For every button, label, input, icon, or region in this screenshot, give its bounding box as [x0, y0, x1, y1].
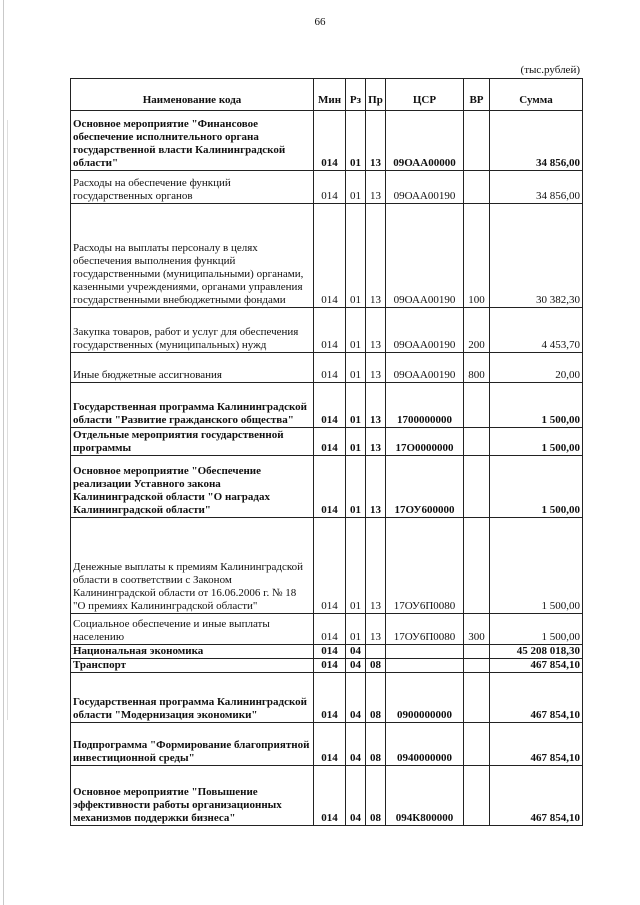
row-name: Государственная программа Калининградской области "Развитие гражданского общества"	[71, 383, 314, 428]
row-vr	[464, 518, 490, 614]
row-min: 014	[314, 456, 346, 518]
units-label: (тыс.рублей)	[520, 64, 580, 76]
row-sum: 467 854,10	[490, 766, 583, 826]
row-sum: 20,00	[490, 353, 583, 383]
row-name: Национальная экономика	[71, 645, 314, 659]
header-sum: Сумма	[490, 79, 583, 111]
row-sum: 30 382,30	[490, 204, 583, 308]
scan-edge-line	[3, 0, 4, 905]
row-sum: 1 500,00	[490, 614, 583, 645]
row-name: Отдельные мероприятия государственной программы	[71, 428, 314, 456]
row-sum: 1 500,00	[490, 383, 583, 428]
row-rz: 04	[346, 659, 366, 673]
row-pr: 13	[366, 353, 386, 383]
row-min: 014	[314, 659, 346, 673]
row-pr: 13	[366, 428, 386, 456]
table-row	[71, 308, 583, 353]
table-header-row	[71, 79, 583, 111]
row-name: Закупка товаров, работ и услуг для обеспечения государственных (муниципальных) нужд	[71, 308, 314, 353]
header-min: Мин	[314, 79, 346, 111]
row-sum: 45 208 018,30	[490, 645, 583, 659]
row-name: Денежные выплаты к премиям Калининградской области в соответствии с Законом Калининградской области от 16.06.2006 г. № 18 "О премиях Калининградской области"	[71, 518, 314, 614]
row-csr: 09ОАА00190	[386, 353, 464, 383]
row-min: 014	[314, 308, 346, 353]
row-name: Государственная программа Калининградской области "Модернизация экономики"	[71, 673, 314, 723]
header-pr: Пр	[366, 79, 386, 111]
row-sum: 4 453,70	[490, 308, 583, 353]
row-csr	[386, 659, 464, 673]
row-sum: 1 500,00	[490, 428, 583, 456]
table-row	[71, 353, 583, 383]
row-vr: 300	[464, 614, 490, 645]
row-name: Основное мероприятие "Повышение эффективности работы организационных механизмов поддержки бизнеса"	[71, 766, 314, 826]
row-rz: 01	[346, 171, 366, 204]
row-sum: 34 856,00	[490, 111, 583, 171]
row-rz: 01	[346, 111, 366, 171]
row-vr	[464, 111, 490, 171]
row-name: Подпрограмма "Формирование благоприятной инвестиционной среды"	[71, 723, 314, 766]
table-row	[71, 428, 583, 456]
row-vr	[464, 766, 490, 826]
row-rz: 01	[346, 518, 366, 614]
row-min: 014	[314, 673, 346, 723]
table-row	[71, 614, 583, 645]
row-csr: 0900000000	[386, 673, 464, 723]
row-vr	[464, 723, 490, 766]
row-min: 014	[314, 353, 346, 383]
row-vr	[464, 383, 490, 428]
row-name: Расходы на выплаты персоналу в целях обеспечения выполнения функций государственными (муниципальными) органами, казенными учреждениями, органами управления государственными внебюджетными фондами	[71, 204, 314, 308]
row-min: 014	[314, 766, 346, 826]
row-csr: 17О0000000	[386, 428, 464, 456]
row-pr: 08	[366, 659, 386, 673]
row-pr: 13	[366, 204, 386, 308]
row-name: Иные бюджетные ассигнования	[71, 353, 314, 383]
row-pr: 08	[366, 673, 386, 723]
row-rz: 04	[346, 723, 366, 766]
row-sum: 467 854,10	[490, 723, 583, 766]
table-row	[71, 383, 583, 428]
row-csr: 0940000000	[386, 723, 464, 766]
page-number: 66	[314, 16, 326, 28]
row-rz: 04	[346, 766, 366, 826]
table-row	[71, 456, 583, 518]
row-csr: 094К800000	[386, 766, 464, 826]
row-rz: 04	[346, 673, 366, 723]
row-csr	[386, 645, 464, 659]
row-vr: 800	[464, 353, 490, 383]
row-rz: 04	[346, 645, 366, 659]
scan-edge-line-secondary	[7, 120, 8, 720]
row-pr: 13	[366, 518, 386, 614]
row-csr: 1700000000	[386, 383, 464, 428]
row-rz: 01	[346, 428, 366, 456]
table-row	[71, 111, 583, 171]
row-csr: 17ОУ600000	[386, 456, 464, 518]
row-pr: 13	[366, 308, 386, 353]
table-row	[71, 204, 583, 308]
row-rz: 01	[346, 614, 366, 645]
row-min: 014	[314, 518, 346, 614]
row-pr: 13	[366, 171, 386, 204]
header-rz: Рз	[346, 79, 366, 111]
row-min: 014	[314, 111, 346, 171]
header-name: Наименование кода	[71, 79, 314, 111]
row-sum: 467 854,10	[490, 659, 583, 673]
table-row	[71, 766, 583, 826]
row-csr: 09ОАА00190	[386, 171, 464, 204]
row-pr: 13	[366, 456, 386, 518]
row-csr: 09ОАА00190	[386, 308, 464, 353]
row-min: 014	[314, 171, 346, 204]
row-name: Основное мероприятие "Обеспечение реализации Уставного закона Калининградской области "О наградах Калининградской области"	[71, 456, 314, 518]
row-sum: 34 856,00	[490, 171, 583, 204]
row-sum: 467 854,10	[490, 673, 583, 723]
header-vr: ВР	[464, 79, 490, 111]
row-min: 014	[314, 645, 346, 659]
row-vr	[464, 659, 490, 673]
row-vr: 100	[464, 204, 490, 308]
table-row	[71, 645, 583, 659]
row-vr	[464, 645, 490, 659]
row-vr	[464, 428, 490, 456]
row-csr: 09ОАА00190	[386, 204, 464, 308]
table-row	[71, 673, 583, 723]
row-pr	[366, 645, 386, 659]
row-rz: 01	[346, 353, 366, 383]
row-name: Основное мероприятие "Финансовое обеспечение исполнительного органа государственной власти Калининградской области"	[71, 111, 314, 171]
row-min: 014	[314, 614, 346, 645]
row-pr: 08	[366, 766, 386, 826]
table-row	[71, 171, 583, 204]
row-sum: 1 500,00	[490, 518, 583, 614]
row-min: 014	[314, 204, 346, 308]
row-name: Расходы на обеспечение функций государственных органов	[71, 171, 314, 204]
row-vr: 200	[464, 308, 490, 353]
row-vr	[464, 171, 490, 204]
row-rz: 01	[346, 456, 366, 518]
table-row	[71, 659, 583, 673]
row-pr: 13	[366, 614, 386, 645]
row-name: Транспорт	[71, 659, 314, 673]
table-row	[71, 723, 583, 766]
row-pr: 13	[366, 383, 386, 428]
row-vr	[464, 673, 490, 723]
row-pr: 13	[366, 111, 386, 171]
row-csr: 09ОАА00000	[386, 111, 464, 171]
row-min: 014	[314, 383, 346, 428]
header-csr: ЦСР	[386, 79, 464, 111]
row-sum: 1 500,00	[490, 456, 583, 518]
row-rz: 01	[346, 383, 366, 428]
table-row	[71, 518, 583, 614]
row-rz: 01	[346, 308, 366, 353]
budget-table	[70, 78, 583, 826]
row-name: Социальное обеспечение и иные выплаты населению	[71, 614, 314, 645]
row-min: 014	[314, 723, 346, 766]
row-csr: 17ОУ6П0080	[386, 614, 464, 645]
row-min: 014	[314, 428, 346, 456]
row-rz: 01	[346, 204, 366, 308]
row-vr	[464, 456, 490, 518]
row-pr: 08	[366, 723, 386, 766]
row-csr: 17ОУ6П0080	[386, 518, 464, 614]
